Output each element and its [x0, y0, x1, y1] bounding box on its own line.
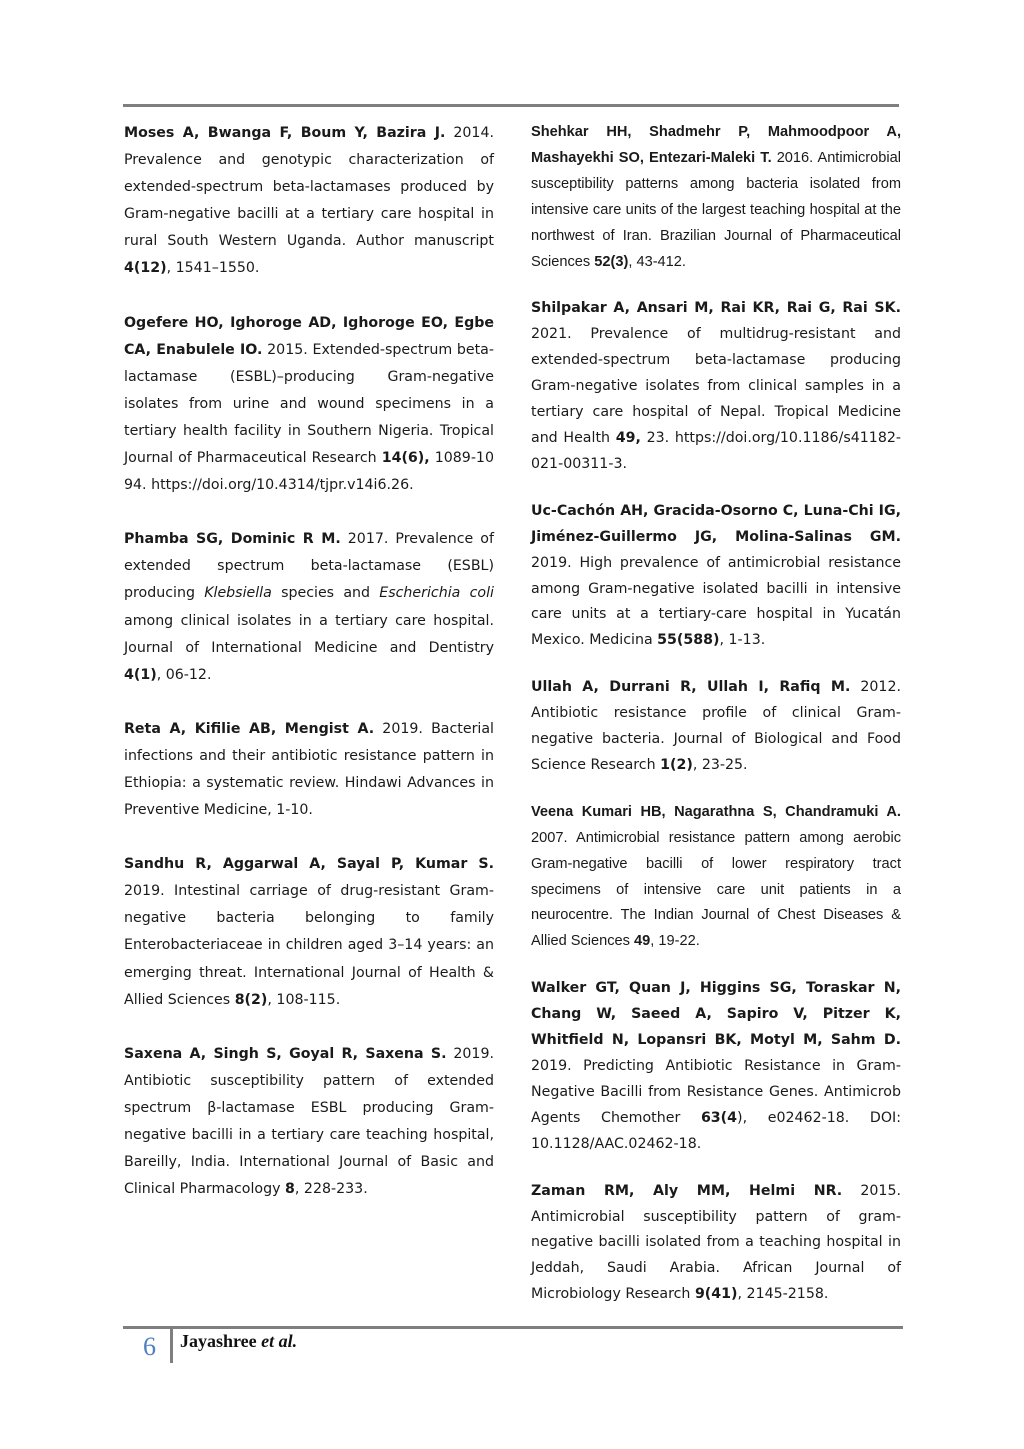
reference-volume: 9(41) [694, 1286, 738, 1303]
reference-text: 2015. Extended-spectrum beta-lactamase (ESBL)–producing Gram-negative isolates from urine and wound specimens in a tertiary health facility in Southern Nigeria. Tropical Journal of Pharmaceutical Research [124, 341, 494, 467]
reference-authors: Saxena A, Singh S, Goyal R, Saxena S. [124, 1045, 447, 1062]
reference-entry [531, 296, 901, 477]
references-right-column [531, 120, 901, 1329]
reference-entry [531, 499, 901, 654]
reference-volume: 8 [285, 1181, 295, 1198]
reference-pages: ), e02462-18. DOI: 10.1128/AAC.02462-18. [531, 1109, 901, 1152]
running-head [180, 1331, 297, 1352]
reference-authors: Ullah A, Durrani R, Ullah I, Rafiq M. [531, 679, 851, 696]
reference-entry [531, 976, 901, 1157]
footer-divider [170, 1329, 173, 1363]
reference-pages: 1089-1094. https://doi.org/10.4314/tjpr.v14i6.26. [124, 450, 494, 494]
reference-text: 2016. Antimicrobial susceptibility patterns among bacteria isolated from intensive care units of the largest teaching hospital at the northwest of Iran. Brazilian Journal of Pharmaceutical Sciences [531, 149, 901, 270]
reference-pages: , 19-22. [650, 933, 700, 950]
reference-text: 2019. Antibiotic susceptibility pattern of extended spectrum β-lactamase ESBL producing Gram-negative bacilli in a tertiary care teaching hospital, Bareilly, India. International Journal of Basic and Clinical Pharmacology [124, 1045, 494, 1198]
reference-text: among clinical isolates in a tertiary care hospital. Journal of International Medicine and Dentistry [124, 612, 494, 656]
reference-volume: 49, [615, 429, 641, 446]
reference-text: species and [271, 585, 380, 602]
reference-text: 2017. Prevalence of extended spectrum beta-lactamase (ESBL) producing [124, 531, 494, 602]
reference-authors: Sandhu R, Aggarwal A, Sayal P, Kumar S. [124, 856, 494, 873]
reference-entry [531, 800, 901, 955]
species-name: Escherichia coli [379, 585, 494, 602]
reference-pages: , 1541–1550. [166, 260, 260, 277]
running-head-etal: et al. [261, 1331, 298, 1351]
reference-authors: Veena Kumari HB, Nagarathna S, Chandramuki A. [531, 803, 901, 820]
reference-authors: Zaman RM, Aly MM, Helmi NR. [531, 1182, 843, 1199]
reference-volume: 49 [634, 933, 651, 950]
reference-pages: , 23-25. [692, 756, 748, 773]
reference-volume: 63(4 [700, 1109, 738, 1126]
reference-authors: Ogefere HO, Ighoroge AD, Ighoroge EO, Egbe CA, Enabulele IO. [124, 314, 494, 358]
reference-entry [124, 716, 494, 824]
page-number: 6 [143, 1332, 156, 1361]
reference-entry [124, 310, 494, 500]
reference-text: 2015. Antimicrobial susceptibility pattern of gram-negative bacilli isolated from a teaching hospital in Jeddah, Saudi Arabia. African Journal of Microbiology Research [531, 1182, 901, 1303]
reference-volume: 4(12) [124, 260, 167, 277]
reference-authors: Uc-Cachón AH, Gracida-Osorno C, Luna-Chi IG, Jiménez-Guillermo JG, Molina-Salinas GM. [531, 502, 901, 545]
reference-authors: Reta A, Kifilie AB, Mengist A. [124, 720, 375, 737]
reference-text: 2014. Prevalence and genotypic characterization of extended-spectrum beta-lactamases produced by Gram-negative bacilli at a tertiary care hospital in rural South Western Uganda. Author manuscript [124, 125, 494, 250]
reference-authors: Walker GT, Quan J, Higgins SG, Toraskar N, Chang W, Saeed A, Sapiro V, Pitzer K, Whitfield N, Lopansri BK, Motyl M, Sahm D. [531, 980, 901, 1049]
reference-pages: , 108-115. [267, 991, 341, 1008]
reference-entry [531, 675, 901, 779]
reference-volume: 4(1) [124, 666, 157, 683]
reference-authors: Shehkar HH, Shadmehr P, Mahmoodpoor A, Mashayekhi SO, Entezari-Maleki T. [531, 124, 901, 166]
running-head-author: Jayashree [180, 1331, 257, 1351]
reference-text: 2019. Predicting Antibiotic Resistance in Gram-Negative Bacilli from Resistance Genes. Antimicrob Agents Chemother [531, 1058, 901, 1126]
species-name: Klebsiella [204, 585, 272, 602]
reference-entry [124, 526, 494, 689]
reference-text: 2019. Intestinal carriage of drug-resistant Gram-negative bacteria belonging to family Enterobacteriaceae in children aged 3–14 years: an emerging threat. International Journal of Health & Allied Sciences [124, 883, 494, 1008]
reference-entry [124, 1041, 494, 1204]
references-left-column [124, 120, 494, 1230]
reference-pages: , 06-12. [156, 666, 212, 683]
reference-text: 2021. Prevalence of multidrug-resistant and extended-spectrum beta-lactamase producing Gram-negative isolates from clinical samples in a tertiary care hospital of Nepal. Tropical Medicine and Health [531, 326, 901, 446]
reference-volume: 8(2) [234, 991, 268, 1008]
reference-pages: , 228-233. [294, 1181, 368, 1198]
reference-pages: , 1-13. [719, 632, 766, 649]
reference-volume: 52(3) [594, 253, 629, 270]
reference-entry [124, 851, 494, 1014]
reference-authors: Moses A, Bwanga F, Boum Y, Bazira J. [124, 125, 446, 141]
reference-entry [531, 1179, 901, 1309]
reference-authors: Shilpakar A, Ansari M, Rai KR, Rai G, Rai SK. [531, 300, 901, 317]
reference-pages: , 2145-2158. [737, 1286, 829, 1303]
reference-text: 2007. Antimicrobial resistance pattern among aerobic Gram-negative bacilli of lower respiratory tract specimens of intensive care unit patients in a neurocentre. The Indian Journal of Chest Diseases & Allied Sciences [531, 829, 901, 950]
footer-rule [123, 1326, 903, 1329]
reference-volume: 14(6), [381, 450, 430, 467]
reference-volume: 55(588) [657, 632, 720, 649]
reference-volume: 1(2) [660, 756, 693, 773]
header-rule [123, 104, 899, 107]
reference-text: 2019. High prevalence of antimicrobial resistance among Gram-negative isolated bacilli in intensive care units at a tertiary-care hospital in Yucatán Mexico. Medicina [531, 554, 901, 649]
reference-text: 2019. Bacterial infections and their antibiotic resistance pattern in Ethiopia: a systematic review. Hindawi Advances in Preventive Medicine, 1-10. [124, 720, 494, 819]
reference-text: 2012. Antibiotic resistance profile of clinical Gram-negative bacteria. Journal of Biological and Food Science Research [531, 679, 901, 773]
reference-authors: Phamba SG, Dominic R M. [124, 531, 341, 548]
reference-entry [124, 120, 494, 283]
reference-pages: , 43-412. [628, 253, 686, 270]
reference-entry [531, 120, 901, 275]
reference-pages: 23. https://doi.org/10.1186/s41182-021-00311-3. [531, 429, 901, 472]
